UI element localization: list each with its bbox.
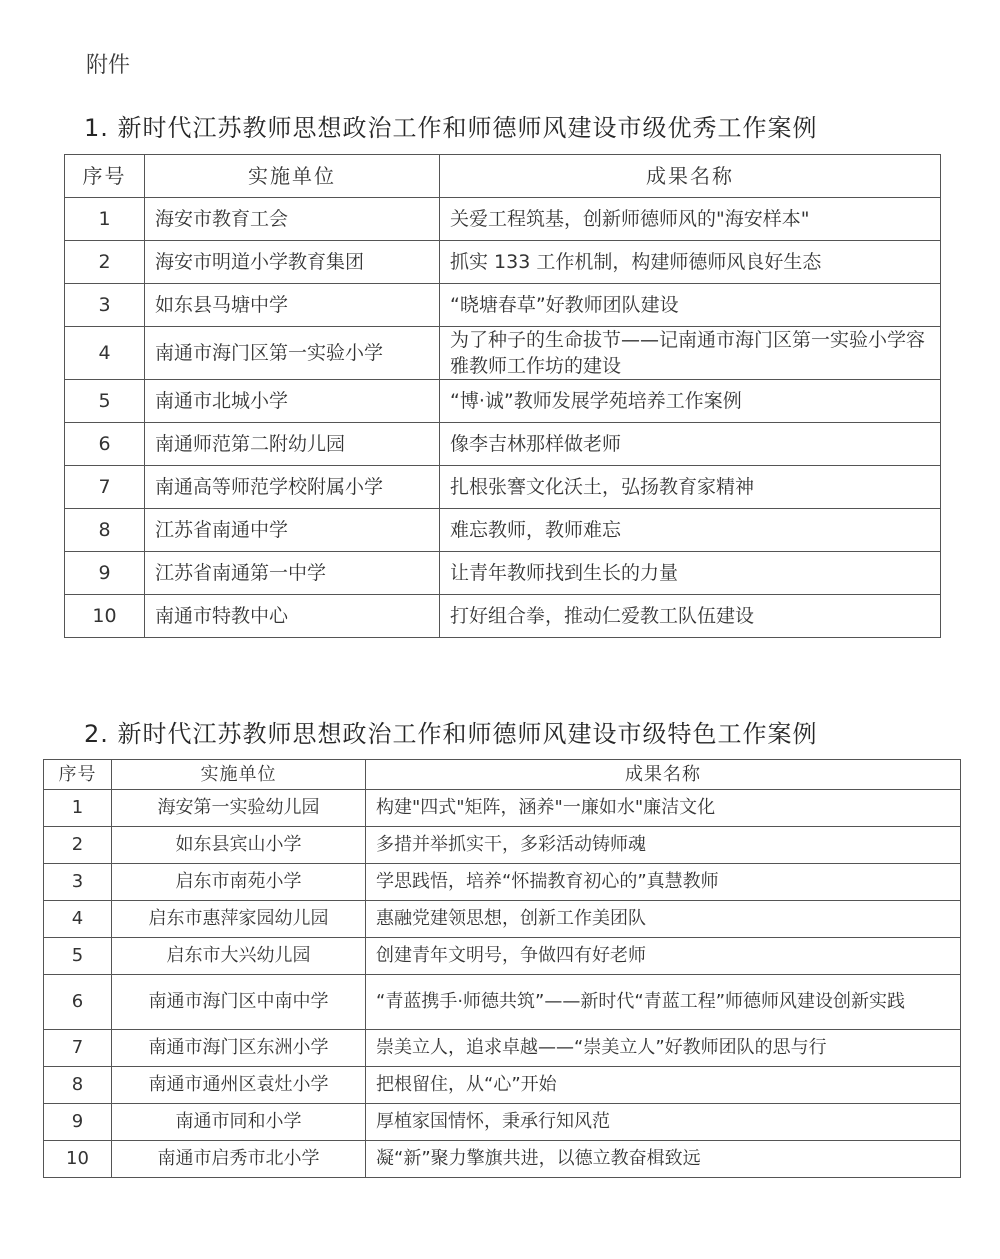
cell-achievement: 多措并举抓实干，多彩活动铸师魂	[366, 827, 961, 864]
header-achievement: 成果名称	[440, 155, 941, 198]
cell-serial: 1	[65, 198, 145, 241]
cell-unit: 南通市同和小学	[112, 1104, 366, 1141]
attachment-label: 附件	[86, 53, 131, 78]
cell-unit: 南通市北城小学	[145, 380, 440, 423]
cell-unit: 南通市海门区东洲小学	[112, 1030, 366, 1067]
cell-achievement: 学思践悟，培养“怀揣教育初心的”真慧教师	[366, 864, 961, 901]
table-row	[44, 1104, 961, 1141]
table-row	[65, 327, 941, 380]
table-header-row	[65, 155, 941, 198]
cell-unit: 海安市明道小学教育集团	[145, 241, 440, 284]
table-row	[44, 975, 961, 1030]
cell-achievement: 创建青年文明号，争做四有好老师	[366, 938, 961, 975]
cell-achievement: 扎根张謇文化沃土，弘扬教育家精神	[440, 466, 941, 509]
cell-unit: 启东市大兴幼儿园	[112, 938, 366, 975]
section1-title: 1. 新时代江苏教师思想政治工作和师德师风建设市级优秀工作案例	[84, 114, 818, 142]
cell-unit: 南通市海门区第一实验小学	[145, 327, 440, 380]
cell-achievement: 打好组合拳，推动仁爱教工队伍建设	[440, 595, 941, 638]
table-row	[65, 198, 941, 241]
cell-unit: 海安市教育工会	[145, 198, 440, 241]
header-serial: 序号	[65, 155, 145, 198]
table-row	[65, 595, 941, 638]
cell-unit: 南通市海门区中南中学	[112, 975, 366, 1030]
cell-serial: 2	[44, 827, 112, 864]
table-row	[65, 380, 941, 423]
header-unit: 实施单位	[112, 760, 366, 790]
cell-unit: 如东县宾山小学	[112, 827, 366, 864]
cell-serial: 8	[44, 1067, 112, 1104]
cell-serial: 7	[44, 1030, 112, 1067]
cell-unit: 如东县马塘中学	[145, 284, 440, 327]
table-row	[65, 284, 941, 327]
table-row	[65, 423, 941, 466]
cell-serial: 6	[65, 423, 145, 466]
cell-achievement: 把根留住，从“心”开始	[366, 1067, 961, 1104]
table-row	[44, 827, 961, 864]
cell-serial: 10	[65, 595, 145, 638]
table-row	[44, 1141, 961, 1178]
cell-achievement: 难忘教师，教师难忘	[440, 509, 941, 552]
cell-unit: 南通市通州区袁灶小学	[112, 1067, 366, 1104]
table-row	[65, 552, 941, 595]
table-row	[44, 864, 961, 901]
cell-unit: 海安第一实验幼儿园	[112, 790, 366, 827]
cell-achievement: “晓塘春草”好教师团队建设	[440, 284, 941, 327]
cell-serial: 6	[44, 975, 112, 1030]
cell-unit: 江苏省南通第一中学	[145, 552, 440, 595]
cell-achievement: “博·诚”教师发展学苑培养工作案例	[440, 380, 941, 423]
table-row	[44, 790, 961, 827]
cell-unit: 南通市启秀市北小学	[112, 1141, 366, 1178]
table-row	[44, 901, 961, 938]
excellent-cases-table	[64, 154, 941, 638]
cell-serial: 7	[65, 466, 145, 509]
cell-unit: 启东市惠萍家园幼儿园	[112, 901, 366, 938]
cell-serial: 5	[44, 938, 112, 975]
table-row	[65, 466, 941, 509]
cell-achievement: 让青年教师找到生长的力量	[440, 552, 941, 595]
cell-achievement: 惠融党建领思想，创新工作美团队	[366, 901, 961, 938]
table-row	[65, 509, 941, 552]
cell-serial: 2	[65, 241, 145, 284]
table-row	[65, 241, 941, 284]
cell-serial: 9	[65, 552, 145, 595]
cell-serial: 4	[44, 901, 112, 938]
table-row	[44, 1067, 961, 1104]
cell-unit: 南通市特教中心	[145, 595, 440, 638]
cell-unit: 启东市南苑小学	[112, 864, 366, 901]
cell-serial: 3	[44, 864, 112, 901]
cell-serial: 1	[44, 790, 112, 827]
cell-unit: 南通师范第二附幼儿园	[145, 423, 440, 466]
cell-unit: 南通高等师范学校附属小学	[145, 466, 440, 509]
cell-serial: 5	[65, 380, 145, 423]
cell-achievement: 像李吉林那样做老师	[440, 423, 941, 466]
header-serial: 序号	[44, 760, 112, 790]
table-header-row	[44, 760, 961, 790]
cell-serial: 10	[44, 1141, 112, 1178]
cell-serial: 8	[65, 509, 145, 552]
cell-unit: 江苏省南通中学	[145, 509, 440, 552]
cell-achievement: “青蓝携手·师德共筑”——新时代“青蓝工程”师德师风建设创新实践	[366, 975, 961, 1030]
cell-serial: 3	[65, 284, 145, 327]
cell-serial: 4	[65, 327, 145, 380]
header-achievement: 成果名称	[366, 760, 961, 790]
section2-title: 2. 新时代江苏教师思想政治工作和师德师风建设市级特色工作案例	[84, 720, 818, 748]
table-row	[44, 938, 961, 975]
cell-achievement: 为了种子的生命拔节——记南通市海门区第一实验小学容雅教师工作坊的建设	[440, 327, 941, 380]
cell-achievement: 厚植家国情怀，秉承行知风范	[366, 1104, 961, 1141]
cell-serial: 9	[44, 1104, 112, 1141]
cell-achievement: 构建"四式"矩阵，涵养"一廉如水"廉洁文化	[366, 790, 961, 827]
header-unit: 实施单位	[145, 155, 440, 198]
cell-achievement: 崇美立人，追求卓越——“崇美立人”好教师团队的思与行	[366, 1030, 961, 1067]
featured-cases-table	[43, 759, 961, 1178]
cell-achievement: 凝“新”聚力擎旗共进，以德立教奋楫致远	[366, 1141, 961, 1178]
cell-achievement: 抓实 133 工作机制，构建师德师风良好生态	[440, 241, 941, 284]
table-row	[44, 1030, 961, 1067]
cell-achievement: 关爱工程筑基，创新师德师风的"海安样本"	[440, 198, 941, 241]
